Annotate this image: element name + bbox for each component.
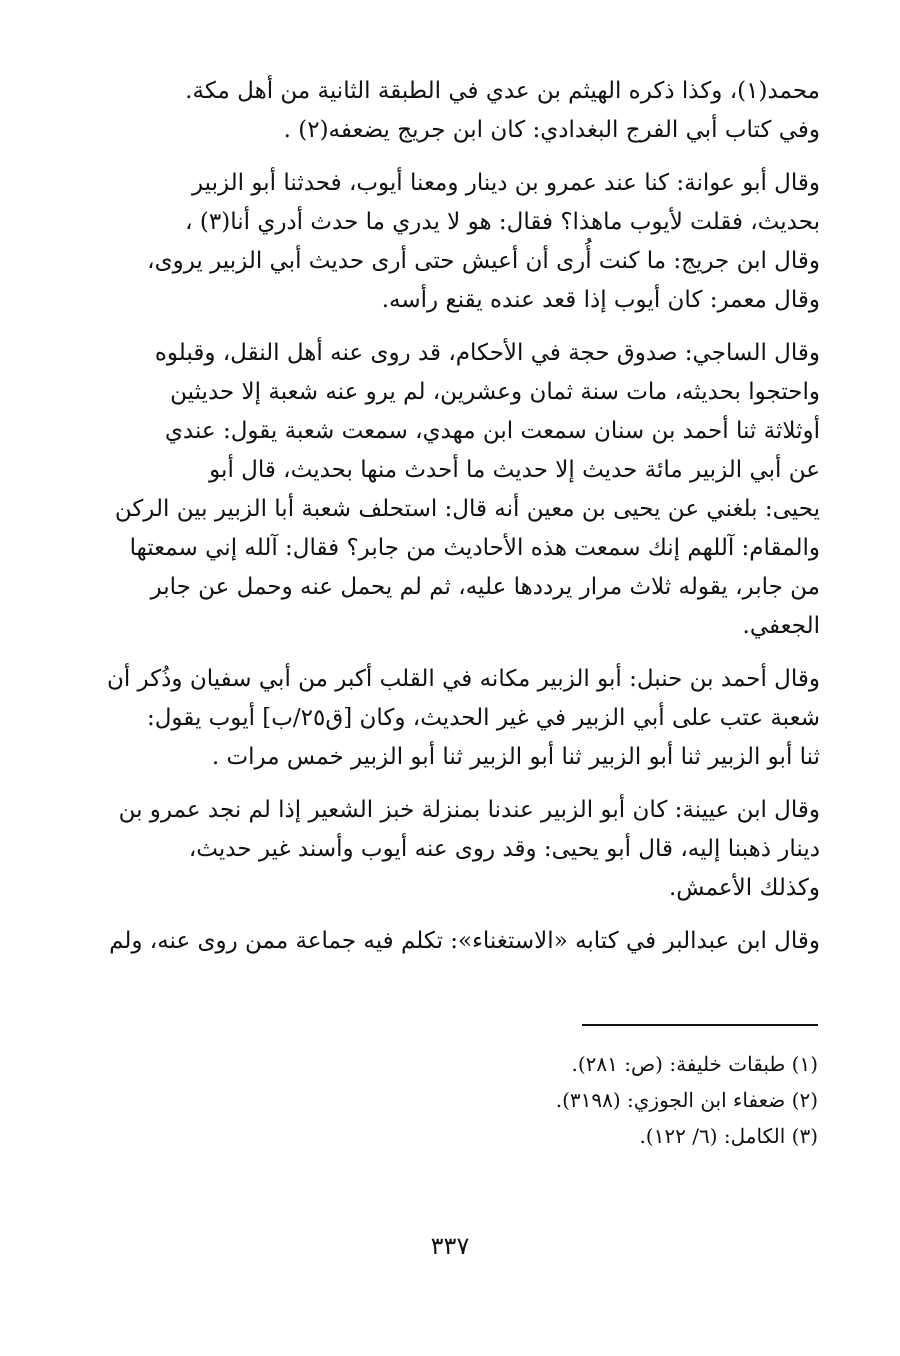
footnotes [398,1046,818,1154]
footnote-3: (٣) الكامل: (٦/ ١٢٢). [639,1124,818,1148]
text-line: وقال معمر: كان أيوب إذا قعد عنده يقنع رأسه. [381,287,820,313]
text-line: دينار ذهبنا إليه، قال أبو يحيى: وقد روى عنه أيوب وأسند غير حديث، [188,836,820,862]
footnote-1: (١) طبقات خليفة: (ص: ٢٨١). [571,1052,818,1076]
text-line: يحيى: بلغني عن يحيى بن معين أنه قال: استحلف شعبة أبا الزبير بين الركن [114,496,820,522]
text-line: بحديث، فقلت لأيوب ماهذا؟ فقال: هو لا يدري ما حدث أدري أنا(٣) ، [185,209,820,235]
paragraph-6 [100,922,820,961]
text-line: وقال ابن جريج: ما كنت أُرى أن أعيش حتى أرى حديث أبي الزبير يروى، [147,248,820,274]
footnote-2: (٢) ضعفاء ابن الجوزي: (٣١٩٨). [555,1088,818,1112]
text-line: وقال ابن عبدالبر في كتابه «الاستغناء»: تكلم فيه جماعة ممن روى عنه، ولم [109,928,820,954]
text-line: وكذلك الأعمش. [669,875,820,901]
text-line: وقال أبو عوانة: كنا عند عمرو بن دينار ومعنا أيوب، فحدثنا أبو الزبير [191,170,820,196]
text-line: وقال أحمد بن حنبل: أبو الزبير مكانه في القلب أكبر من أبي سفيان وذُكر أن [106,666,820,692]
text-line: الجعفي. [742,613,820,639]
footnote-divider [582,1024,818,1026]
text-line: ثنا أبو الزبير ثنا أبو الزبير ثنا أبو الزبير ثنا أبو الزبير خمس مرات . [211,744,820,770]
text-line: أوثلاثة ثنا أحمد بن سنان سمعت ابن مهدي، سمعت شعبة يقول: عندي [164,418,820,444]
paragraph-1 [100,72,820,150]
text-line: من جابر، يقوله ثلاث مرار يرددها عليه، ثم لم يحمل عنه وحمل عن جابر [150,574,820,600]
text-line: وقال الساجي: صدوق حجة في الأحكام، قد روى عنه أهل النقل، وقبلوه [154,340,820,366]
text-line: شعبة عتب على أبي الزبير في غير الحديث، وكان [ق٢٥/ب] أيوب يقول: [146,705,820,731]
paragraph-4 [100,660,820,777]
text-line: والمقام: آللهم إنك سمعت هذه الأحاديث من جابر؟ فقال: آلله إني سمعتها [129,535,820,561]
text-line: وقال ابن عيينة: كان أبو الزبير عندنا بمنزلة خبز الشعير إذا لم نجد عمرو بن [118,797,820,823]
text-line: محمد(١)، وكذا ذكره الهيثم بن عدي في الطبقة الثانية من أهل مكة. [185,78,820,104]
main-text [100,72,820,961]
text-line: واحتجوا بحديثه، مات سنة ثمان وعشرين، لم يرو عنه شعبة إلا حديثين [170,379,820,405]
page-number: ٣٣٧ [430,1232,470,1260]
paragraph-5 [100,791,820,908]
paragraph-2 [100,164,820,320]
text-line: عن أبي الزبير مائة حديث إلا حديث ما أحدث منها بحديث، قال أبو [209,457,820,483]
paragraph-3 [100,334,820,646]
text-line: وفي كتاب أبي الفرج البغدادي: كان ابن جريج يضعفه(٢) . [283,117,820,143]
